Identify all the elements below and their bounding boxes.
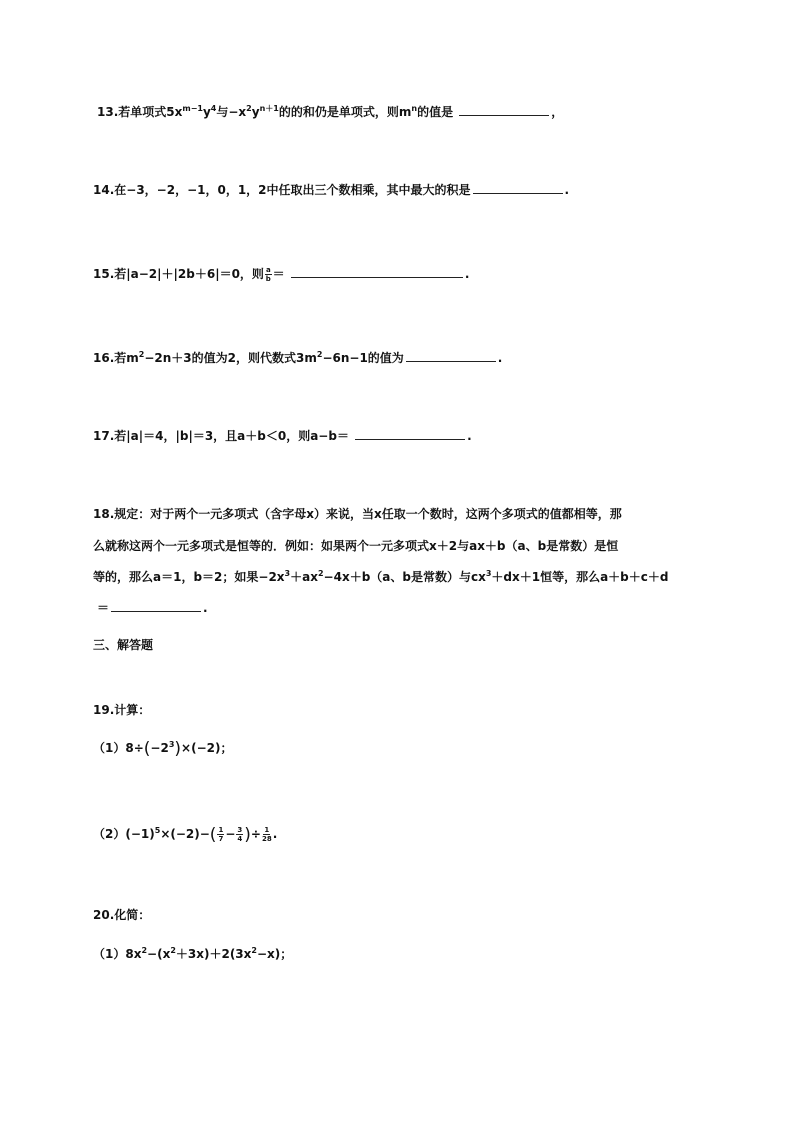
q14-answer-blank[interactable] xyxy=(473,183,563,194)
q13-exp-4: n＋1 xyxy=(259,104,279,113)
q19-p1-b: −2 xyxy=(150,741,169,755)
q13-text-f: 的值是 xyxy=(417,105,454,119)
q13-exp-3: 2 xyxy=(246,104,252,113)
q19-divide: ÷ xyxy=(250,827,261,841)
question-15 xyxy=(93,266,734,283)
q13-exp-1: m−1 xyxy=(182,104,203,113)
question-17 xyxy=(93,428,734,444)
q19-p2-b: ×(−2)− xyxy=(160,827,210,841)
q16-end: . xyxy=(497,351,503,365)
q15-answer-blank[interactable] xyxy=(291,267,463,278)
q19-frac3-num: 1 xyxy=(264,826,270,834)
q18-line-3d: ＋dx＋1恒等，那么a＋b＋c＋d xyxy=(491,570,669,584)
q15-fraction xyxy=(265,266,272,283)
q13-text-e: 的的和仍是单项式，则m xyxy=(278,105,412,119)
q16-text: 16.若m xyxy=(93,351,139,365)
q17-answer-blank[interactable] xyxy=(355,429,465,440)
q18-line-2: 么就称这两个一元多项式是恒等的．例如：如果两个一元多项式x＋2与ax＋b（a、b是常数）是恒 xyxy=(93,539,619,553)
q13-text-b: y xyxy=(202,105,211,119)
q18-end: . xyxy=(203,601,208,615)
q20-part-1 xyxy=(93,946,734,962)
q14-end: . xyxy=(564,183,570,197)
q13-text-d: y xyxy=(251,105,260,119)
q19-frac2-den: 4 xyxy=(237,835,243,843)
q19-p2-end: . xyxy=(272,827,278,841)
q15-end: . xyxy=(464,267,470,281)
q18-answer-blank[interactable] xyxy=(111,601,201,612)
q20-p1-c: ＋3x)＋2(3x xyxy=(175,947,252,961)
q20-exp-3: 2 xyxy=(251,946,257,955)
q16-answer-blank[interactable] xyxy=(406,351,496,362)
q15-text: 15.若|a−2|＋|2b＋6|＝0，则 xyxy=(93,267,264,281)
q15-frac-num: a xyxy=(265,266,271,274)
section-title: 三、解答题 xyxy=(93,638,154,652)
q19-part-1 xyxy=(93,740,734,757)
right-paren: ) xyxy=(244,825,251,845)
q19-minus: − xyxy=(225,827,236,841)
left-paren: ( xyxy=(209,825,217,845)
q18-line-3a: 等的，那么a＝1，b＝2；如果−2x xyxy=(93,570,285,584)
q19-p1-a: （1）8÷ xyxy=(93,741,144,755)
question-18-line-4 xyxy=(97,600,734,616)
q18-line-3c: −4x＋b（a、b是常数）与cx xyxy=(323,570,486,584)
right-paren: ) xyxy=(174,739,182,759)
q20-exp-2: 2 xyxy=(170,946,176,955)
q16-exp-1: 2 xyxy=(138,350,145,359)
question-16 xyxy=(93,350,734,366)
q13-answer-blank[interactable] xyxy=(459,105,549,116)
q15-eq: ＝ xyxy=(272,267,285,281)
question-13 xyxy=(97,104,734,120)
q17-text: 17.若|a|＝4，|b|＝3，且a＋b＜0，则a−b＝ xyxy=(93,429,349,443)
q19-frac1-den: 7 xyxy=(218,835,224,843)
q20-p1-b: −(x xyxy=(147,947,171,961)
q18-exp-1: 3 xyxy=(284,569,291,578)
q19-p2-a: （2）(−1) xyxy=(93,827,155,841)
q20-title: 20.化简： xyxy=(93,908,151,922)
q19-frac-1 xyxy=(217,826,224,843)
q19-part-2 xyxy=(93,826,734,843)
q19-frac2-num: 3 xyxy=(237,826,243,834)
question-18-line-3 xyxy=(93,569,734,585)
q20-exp-1: 2 xyxy=(141,946,148,955)
q18-exp-3: 3 xyxy=(485,569,492,578)
q13-text: 13.若单项式5x xyxy=(97,105,183,119)
q16-text-b: −2n＋3的值为2，则代数式3m xyxy=(144,351,317,365)
q19-p2-exp: 5 xyxy=(154,826,161,835)
q19-p1-c: ×(−2)； xyxy=(181,741,233,755)
question-19 xyxy=(93,702,734,718)
q19-frac3-den: 28 xyxy=(261,835,272,843)
q14-text: 14.在−3，−2，−1，0，1，2中任取出三个数相乘，其中最大的积是 xyxy=(93,183,471,197)
q13-exp-2: 4 xyxy=(210,104,217,113)
q19-frac-2 xyxy=(236,826,243,843)
q15-frac-den: b xyxy=(265,275,271,283)
q18-eq: ＝ xyxy=(97,601,110,615)
q18-line-3b: ＋ax xyxy=(290,570,318,584)
q19-frac-3 xyxy=(262,826,272,843)
q19-frac1-num: 1 xyxy=(218,826,224,834)
q19-p1-exp: 3 xyxy=(168,740,175,749)
q19-title: 19.计算： xyxy=(93,703,151,717)
question-18-line-2 xyxy=(93,538,734,554)
q17-end: . xyxy=(467,429,472,443)
q13-exp-5: n xyxy=(411,104,418,113)
question-18-line-1 xyxy=(93,506,734,522)
q13-end: ， xyxy=(551,105,564,119)
question-14 xyxy=(93,182,734,198)
q18-line-1: 18.规定：对于两个一元多项式（含字母x）来说，当x任取一个数时，这两个多项式的值都相等，那 xyxy=(93,507,622,521)
q20-p1-a: （1）8x xyxy=(93,947,142,961)
q16-text-c: −6n−1的值为 xyxy=(322,351,404,365)
question-20 xyxy=(93,907,734,923)
section-3-heading xyxy=(93,637,734,653)
q16-exp-2: 2 xyxy=(316,350,323,359)
left-paren: ( xyxy=(143,739,151,759)
q18-exp-2: 2 xyxy=(317,569,324,578)
q20-p1-d: −x)； xyxy=(256,947,293,961)
q13-text-c: 与−x xyxy=(216,105,247,119)
